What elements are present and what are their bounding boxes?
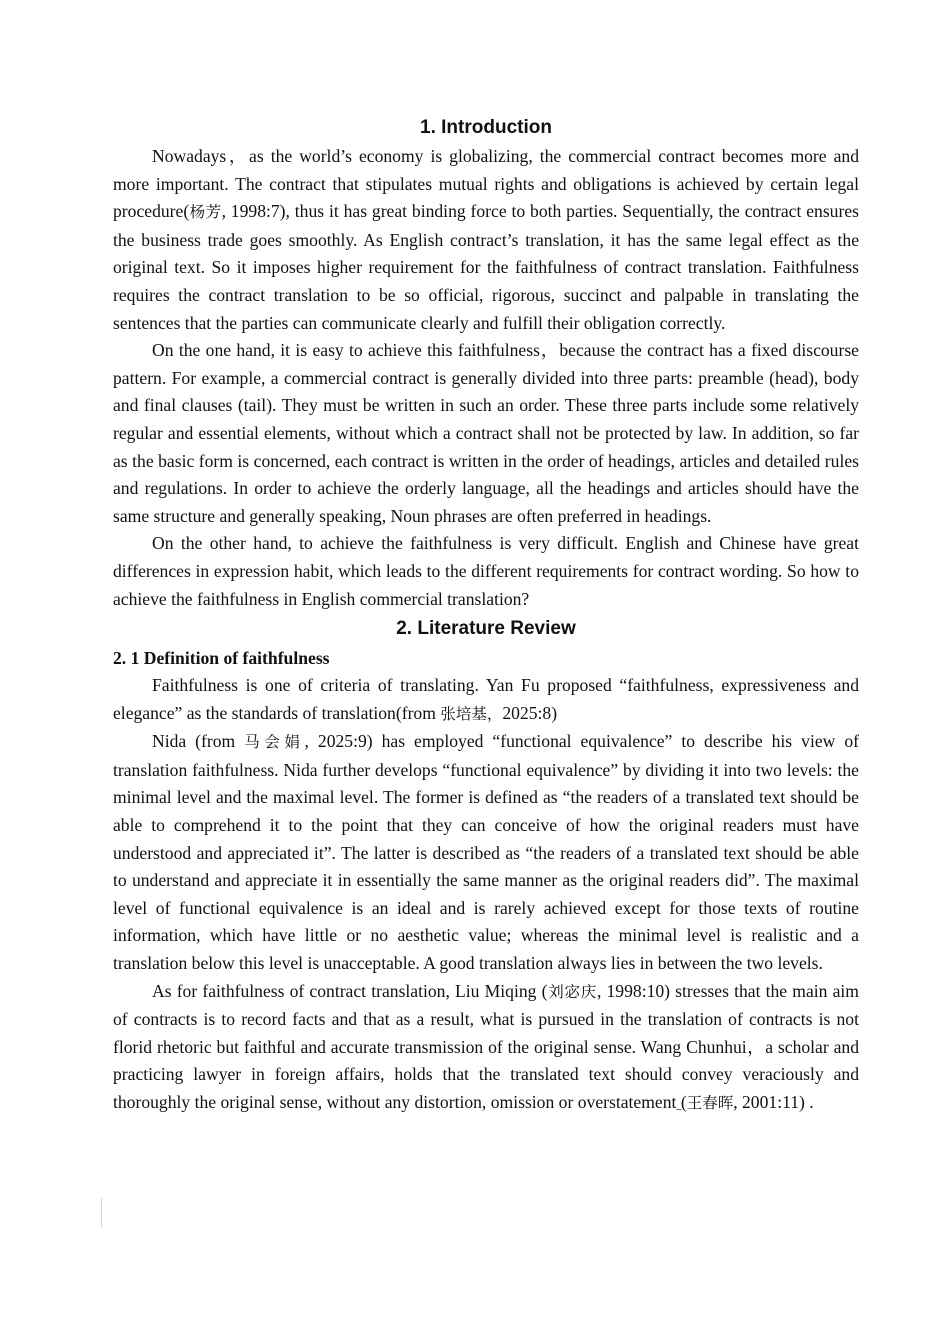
cjk-citation: 马会娟 [244, 733, 305, 752]
document-page [113, 112, 859, 1118]
cjk-citation: 杨芳 [189, 203, 222, 222]
text-run: Nida (from [152, 731, 245, 752]
paragraph-intro-3: On the other hand, to achieve the faithfulness is very difficult. English and Chinese have great differences in expression habit, which leads to the different requirements for contract wording. So how to achieve the faithfulness in English commercial translation? [113, 533, 859, 609]
paragraph-lit-1 [113, 672, 859, 728]
margin-marker [101, 1198, 102, 1228]
text-run: Faithfulness is one of criteria of translating. Yan Fu proposed “faithfulness, expressiveness and elegance” as the standards of translation(from [113, 675, 859, 723]
text-run: , 2001:11) . [733, 1092, 814, 1112]
subsection-title-definition: 2. 1 Definition of faithfulness [113, 648, 330, 669]
section-title-introduction: 1. Introduction [420, 117, 552, 138]
cjk-citation: 王春晖 [686, 1094, 734, 1112]
paragraph-intro-1 [113, 143, 859, 337]
text-run: ( [676, 1092, 687, 1112]
paragraph-intro-2: On the one hand, it is easy to achieve this faithfulness，because the contract has a fixed discourse pattern. For example, a commercial contract is generally divided into three parts: preamble (head), body and final clauses (tail). They must be written in such an order. These three parts include some relatively regular and essential elements, without which a contract shall not be protected by law. In addition, so far as the basic form is concerned, each contract is written in the order of headings, articles and detailed rules and regulations. In order to achieve the orderly language, all the headings and articles should have the same structure and generally speaking, Noun phrases are often preferred in headings. [113, 340, 859, 526]
text-run: , 2025:9) has employed “functional equivalence” to describe his view of translation faithfulness. Nida further develops “functional equivalence” by dividing it into two levels: the minimal level and the maximal level. The former is defined as “the readers of a translated text should be able to comprehend it to the point that they can conceive of how the original readers must have understood and appreciated it”. The latter is described as “the readers of a translated text should be able to understand and appreciate it in essentially the same manner as the original readers did”. The maximal level of functional equivalence is an ideal and is rarely achieved except for those texts of routine information, which have little or no aesthetic value; whereas the minimal level is realistic and a translation below this level is unacceptable. A good translation always lies in between the two levels. [113, 731, 859, 974]
paragraph-lit-2 [113, 728, 859, 977]
cjk-citation: 张培基， [440, 704, 503, 723]
text-run: 2025:8) [502, 702, 558, 723]
text-run: , 1998:10) stresses that the main aim of contracts is to record facts and that as a result, what is pursued in the translation of contracts is not florid rhetoric but faithful and accurate transmission of the original sense. Wang Chunhui，a scholar and practicing lawyer in foreign affairs, holds that the translated text should convey veraciously and thoroughly the original sense, without any distortion, omission or overstatement [113, 980, 859, 1112]
section-title-literature-review: 2. Literature Review [396, 618, 576, 640]
text-run: Nowadays，as the world’s economy is globalizing, the commercial contract becomes more and more important. The contract that stipulates mutual rights and obligations is achieved by certain legal procedure( [113, 146, 859, 222]
text-run: As for faithfulness of contract translation, Liu Miqing ( [152, 980, 548, 1001]
paragraph-lit-3 [113, 978, 859, 1118]
cjk-citation: 刘宓庆 [547, 982, 597, 1001]
text-run: , 1998:7), thus it has great binding force to both parties. Sequentially, the contract ensures the business trade goes smoothly. As English contract’s translation, it has the same legal effect as the original text. So it imposes higher requirement for the faithfulness of contract translation. Faithfulness requires the contract translation to be so official, rigorous, succinct and palpable in translating the sentences that the parties can communicate clearly and fulfill their obligation correctly. [113, 201, 859, 333]
